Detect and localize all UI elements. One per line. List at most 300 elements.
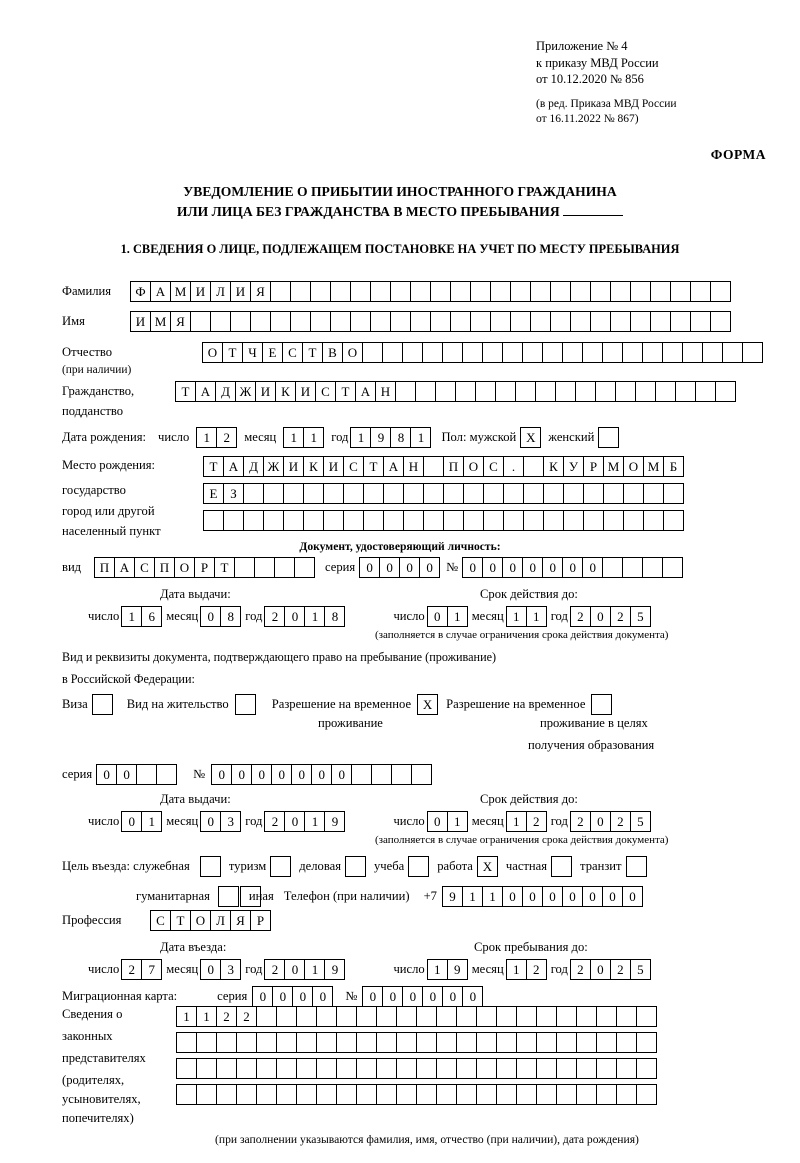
char-cell[interactable] [283,510,304,531]
birthplace-line-2-input[interactable] [203,483,684,504]
char-cell[interactable]: 7 [141,959,162,980]
char-cell[interactable]: О [342,342,363,363]
char-cell[interactable]: 0 [622,886,643,907]
char-cell[interactable] [356,1058,377,1079]
char-cell[interactable] [523,456,544,477]
permit-issue-day-input[interactable] [121,811,162,832]
edu-residence-checkbox[interactable] [591,694,612,715]
char-cell[interactable] [556,1084,577,1105]
char-cell[interactable] [296,1006,317,1027]
char-cell[interactable]: 0 [382,986,403,1007]
char-cell[interactable]: 1 [447,811,468,832]
char-cell[interactable] [623,483,644,504]
char-cell[interactable] [410,311,431,332]
char-cell[interactable]: Е [262,342,283,363]
char-cell[interactable]: 0 [562,557,583,578]
char-cell[interactable]: Ж [235,381,256,402]
char-cell[interactable] [570,281,591,302]
char-cell[interactable] [351,764,372,785]
char-cell[interactable]: О [202,342,223,363]
char-cell[interactable]: 0 [272,986,293,1007]
char-cell[interactable] [602,557,623,578]
char-cell[interactable] [376,1006,397,1027]
name-input[interactable] [130,311,731,332]
char-cell[interactable]: 1 [176,1006,197,1027]
char-cell[interactable]: 1 [303,427,324,448]
char-cell[interactable]: И [130,311,151,332]
char-cell[interactable] [296,1084,317,1105]
char-cell[interactable] [555,381,576,402]
char-cell[interactable] [556,1032,577,1053]
char-cell[interactable] [396,1058,417,1079]
char-cell[interactable] [323,483,344,504]
char-cell[interactable] [636,1058,657,1079]
char-cell[interactable] [596,1084,617,1105]
char-cell[interactable]: П [154,557,175,578]
char-cell[interactable]: Т [214,557,235,578]
char-cell[interactable]: 1 [196,1006,217,1027]
char-cell[interactable]: 3 [220,959,241,980]
char-cell[interactable] [616,1058,637,1079]
char-cell[interactable]: А [195,381,216,402]
entry-year-input[interactable] [264,959,345,980]
char-cell[interactable]: 1 [196,427,217,448]
char-cell[interactable] [336,1084,357,1105]
char-cell[interactable]: 2 [264,606,285,627]
char-cell[interactable]: 2 [610,811,631,832]
char-cell[interactable] [496,1058,517,1079]
char-cell[interactable] [616,1084,637,1105]
char-cell[interactable] [310,281,331,302]
char-cell[interactable] [203,510,224,531]
char-cell[interactable]: 5 [630,811,651,832]
purpose-work-checkbox[interactable]: X [477,856,498,877]
char-cell[interactable]: Е [203,483,224,504]
char-cell[interactable]: 9 [442,886,463,907]
char-cell[interactable]: 0 [502,557,523,578]
char-cell[interactable] [542,342,563,363]
char-cell[interactable]: 6 [141,606,162,627]
char-cell[interactable]: Т [363,456,384,477]
char-cell[interactable] [576,1084,597,1105]
char-cell[interactable]: 0 [582,886,603,907]
char-cell[interactable] [336,1058,357,1079]
char-cell[interactable] [602,342,623,363]
sex-male-checkbox[interactable]: X [520,427,541,448]
char-cell[interactable] [263,483,284,504]
stay-year-input[interactable] [570,959,651,980]
char-cell[interactable] [590,311,611,332]
char-cell[interactable] [270,311,291,332]
char-cell[interactable] [570,311,591,332]
char-cell[interactable] [363,510,384,531]
char-cell[interactable] [675,381,696,402]
char-cell[interactable]: 0 [200,811,221,832]
char-cell[interactable] [330,311,351,332]
purpose-tourism-checkbox[interactable] [270,856,291,877]
char-cell[interactable] [316,1032,337,1053]
iddoc-type-input[interactable] [94,557,315,578]
char-cell[interactable]: 0 [427,606,448,627]
char-cell[interactable] [470,311,491,332]
char-cell[interactable] [274,557,295,578]
char-cell[interactable] [254,557,275,578]
purpose-transit-checkbox[interactable] [626,856,647,877]
char-cell[interactable] [650,311,671,332]
char-cell[interactable] [376,1032,397,1053]
char-cell[interactable] [416,1084,437,1105]
char-cell[interactable] [236,1058,257,1079]
char-cell[interactable] [503,510,524,531]
char-cell[interactable] [176,1084,197,1105]
char-cell[interactable] [416,1006,437,1027]
char-cell[interactable] [503,483,524,504]
char-cell[interactable] [590,281,611,302]
char-cell[interactable] [383,510,404,531]
char-cell[interactable] [423,456,444,477]
char-cell[interactable] [476,1084,497,1105]
sex-female-checkbox[interactable] [598,427,619,448]
char-cell[interactable] [396,1084,417,1105]
char-cell[interactable]: 2 [570,959,591,980]
permit-issue-month-input[interactable] [200,811,241,832]
char-cell[interactable] [603,510,624,531]
char-cell[interactable] [663,510,684,531]
char-cell[interactable] [463,510,484,531]
char-cell[interactable]: И [230,281,251,302]
char-cell[interactable]: 0 [284,959,305,980]
purpose-study-checkbox[interactable] [408,856,429,877]
char-cell[interactable]: Ф [130,281,151,302]
char-cell[interactable]: Т [175,381,196,402]
char-cell[interactable] [582,342,603,363]
char-cell[interactable]: 1 [121,606,142,627]
char-cell[interactable] [343,510,364,531]
char-cell[interactable]: 2 [236,1006,257,1027]
char-cell[interactable]: 2 [570,606,591,627]
char-cell[interactable] [316,1084,337,1105]
char-cell[interactable] [622,342,643,363]
char-cell[interactable]: 0 [211,764,232,785]
char-cell[interactable] [350,311,371,332]
permit-valid-year-input[interactable] [570,811,651,832]
char-cell[interactable] [682,342,703,363]
char-cell[interactable] [476,1058,497,1079]
purpose-private-checkbox[interactable] [551,856,572,877]
residence-checkbox[interactable] [235,694,256,715]
char-cell[interactable] [303,483,324,504]
char-cell[interactable] [543,483,564,504]
char-cell[interactable] [216,1058,237,1079]
char-cell[interactable]: 1 [482,886,503,907]
char-cell[interactable] [630,281,651,302]
char-cell[interactable] [450,311,471,332]
id-issue-day-input[interactable] [121,606,162,627]
char-cell[interactable]: 0 [252,986,273,1007]
char-cell[interactable]: П [443,456,464,477]
char-cell[interactable]: О [190,910,211,931]
char-cell[interactable]: 0 [311,764,332,785]
char-cell[interactable] [343,483,364,504]
char-cell[interactable]: А [223,456,244,477]
char-cell[interactable]: А [150,281,171,302]
char-cell[interactable]: 1 [447,606,468,627]
temp-residence-checkbox[interactable]: X [417,694,438,715]
char-cell[interactable]: З [223,483,244,504]
char-cell[interactable] [391,764,412,785]
char-cell[interactable] [536,1032,557,1053]
char-cell[interactable] [383,483,404,504]
char-cell[interactable] [243,483,264,504]
char-cell[interactable] [516,1032,537,1053]
char-cell[interactable] [330,281,351,302]
char-cell[interactable] [543,510,564,531]
permit-issue-year-input[interactable] [264,811,345,832]
char-cell[interactable] [596,1058,617,1079]
char-cell[interactable] [536,1058,557,1079]
char-cell[interactable] [256,1006,277,1027]
char-cell[interactable] [655,381,676,402]
char-cell[interactable] [563,510,584,531]
char-cell[interactable] [234,557,255,578]
char-cell[interactable]: 0 [96,764,117,785]
char-cell[interactable] [496,1032,517,1053]
char-cell[interactable] [356,1084,377,1105]
char-cell[interactable] [402,342,423,363]
char-cell[interactable]: 2 [610,959,631,980]
char-cell[interactable] [430,311,451,332]
char-cell[interactable]: 9 [324,811,345,832]
purpose-official-checkbox[interactable] [200,856,221,877]
citizenship-input[interactable] [175,381,736,402]
char-cell[interactable] [635,381,656,402]
char-cell[interactable]: 0 [542,557,563,578]
char-cell[interactable] [363,483,384,504]
char-cell[interactable]: У [563,456,584,477]
stay-day-input[interactable] [427,959,468,980]
char-cell[interactable] [622,557,643,578]
char-cell[interactable] [670,281,691,302]
char-cell[interactable] [236,1084,257,1105]
char-cell[interactable] [530,311,551,332]
birthplace-line-3-input[interactable] [203,510,684,531]
char-cell[interactable]: К [543,456,564,477]
char-cell[interactable] [436,1006,457,1027]
char-cell[interactable] [583,510,604,531]
char-cell[interactable] [562,342,583,363]
char-cell[interactable] [510,311,531,332]
char-cell[interactable] [642,342,663,363]
char-cell[interactable]: 0 [200,959,221,980]
char-cell[interactable]: М [603,456,624,477]
char-cell[interactable] [662,342,683,363]
char-cell[interactable] [515,381,536,402]
char-cell[interactable]: 2 [570,811,591,832]
char-cell[interactable] [243,510,264,531]
char-cell[interactable]: 0 [362,986,383,1007]
id-valid-year-input[interactable] [570,606,651,627]
iddoc-series-input[interactable] [359,557,440,578]
char-cell[interactable]: Л [210,281,231,302]
char-cell[interactable] [496,1006,517,1027]
char-cell[interactable] [610,281,631,302]
char-cell[interactable] [476,1032,497,1053]
char-cell[interactable] [710,311,731,332]
char-cell[interactable]: М [150,311,171,332]
char-cell[interactable]: М [170,281,191,302]
char-cell[interactable] [536,1006,557,1027]
char-cell[interactable] [362,342,383,363]
char-cell[interactable] [550,281,571,302]
char-cell[interactable] [643,483,664,504]
char-cell[interactable]: В [322,342,343,363]
char-cell[interactable] [483,483,504,504]
char-cell[interactable] [742,342,763,363]
char-cell[interactable] [576,1006,597,1027]
legal-rep-line-1-input[interactable] [176,1006,657,1027]
char-cell[interactable]: 1 [304,959,325,980]
char-cell[interactable] [530,281,551,302]
char-cell[interactable]: 2 [264,811,285,832]
char-cell[interactable]: 0 [331,764,352,785]
char-cell[interactable]: Ч [242,342,263,363]
char-cell[interactable] [422,342,443,363]
char-cell[interactable] [196,1058,217,1079]
char-cell[interactable] [482,342,503,363]
char-cell[interactable] [176,1032,197,1053]
char-cell[interactable]: 0 [502,886,523,907]
char-cell[interactable] [510,281,531,302]
char-cell[interactable] [642,557,663,578]
char-cell[interactable]: 0 [200,606,221,627]
char-cell[interactable]: О [463,456,484,477]
char-cell[interactable] [416,1032,437,1053]
char-cell[interactable]: 2 [526,811,547,832]
char-cell[interactable] [336,1032,357,1053]
char-cell[interactable] [411,764,432,785]
char-cell[interactable] [576,1032,597,1053]
char-cell[interactable]: Р [250,910,271,931]
char-cell[interactable] [535,381,556,402]
char-cell[interactable] [603,483,624,504]
char-cell[interactable]: 0 [522,557,543,578]
char-cell[interactable]: Р [194,557,215,578]
char-cell[interactable]: С [134,557,155,578]
legal-rep-line-2-input[interactable] [176,1032,657,1053]
char-cell[interactable]: П [94,557,115,578]
char-cell[interactable]: 1 [350,427,371,448]
char-cell[interactable]: Н [375,381,396,402]
char-cell[interactable] [371,764,392,785]
char-cell[interactable]: 0 [291,764,312,785]
char-cell[interactable]: 0 [121,811,142,832]
char-cell[interactable] [382,342,403,363]
char-cell[interactable]: 0 [402,986,423,1007]
permit-valid-month-input[interactable] [506,811,547,832]
char-cell[interactable]: Т [222,342,243,363]
char-cell[interactable] [296,1032,317,1053]
char-cell[interactable] [636,1032,657,1053]
char-cell[interactable] [502,342,523,363]
phone-input[interactable] [442,886,643,907]
char-cell[interactable]: 1 [141,811,162,832]
char-cell[interactable] [443,510,464,531]
char-cell[interactable] [223,510,244,531]
char-cell[interactable] [476,1006,497,1027]
char-cell[interactable] [230,311,251,332]
char-cell[interactable] [236,1032,257,1053]
char-cell[interactable] [596,1006,617,1027]
char-cell[interactable]: 1 [506,811,527,832]
char-cell[interactable]: 0 [359,557,380,578]
char-cell[interactable] [350,281,371,302]
legal-rep-line-4-input[interactable] [176,1084,657,1105]
char-cell[interactable] [395,381,416,402]
char-cell[interactable] [423,483,444,504]
char-cell[interactable]: А [114,557,135,578]
char-cell[interactable] [390,281,411,302]
char-cell[interactable] [336,1006,357,1027]
char-cell[interactable]: И [323,456,344,477]
char-cell[interactable]: 9 [324,959,345,980]
char-cell[interactable]: 1 [304,811,325,832]
char-cell[interactable] [556,1006,577,1027]
purpose-other-checkbox[interactable] [240,886,261,907]
char-cell[interactable] [516,1084,537,1105]
char-cell[interactable] [276,1032,297,1053]
visa-checkbox[interactable] [92,694,113,715]
char-cell[interactable]: 0 [231,764,252,785]
char-cell[interactable] [436,1058,457,1079]
char-cell[interactable] [415,381,436,402]
char-cell[interactable]: 5 [630,606,651,627]
char-cell[interactable]: С [483,456,504,477]
char-cell[interactable]: Д [215,381,236,402]
char-cell[interactable]: 2 [216,1006,237,1027]
char-cell[interactable] [596,1032,617,1053]
char-cell[interactable] [556,1058,577,1079]
char-cell[interactable] [196,1032,217,1053]
char-cell[interactable] [216,1084,237,1105]
char-cell[interactable] [370,281,391,302]
char-cell[interactable] [616,1032,637,1053]
char-cell[interactable] [403,483,424,504]
char-cell[interactable]: Л [210,910,231,931]
char-cell[interactable] [250,311,271,332]
char-cell[interactable] [423,510,444,531]
char-cell[interactable] [456,1006,477,1027]
char-cell[interactable] [176,1058,197,1079]
birth-day-input[interactable] [196,427,237,448]
char-cell[interactable]: Я [230,910,251,931]
char-cell[interactable] [663,483,684,504]
permit-number-input[interactable] [211,764,432,785]
char-cell[interactable] [310,311,331,332]
char-cell[interactable]: 0 [292,986,313,1007]
char-cell[interactable]: С [343,456,364,477]
char-cell[interactable]: Я [170,311,191,332]
char-cell[interactable]: 1 [506,959,527,980]
char-cell[interactable] [256,1032,277,1053]
char-cell[interactable] [356,1032,377,1053]
char-cell[interactable] [615,381,636,402]
char-cell[interactable]: С [282,342,303,363]
char-cell[interactable] [294,557,315,578]
char-cell[interactable] [516,1006,537,1027]
char-cell[interactable] [376,1058,397,1079]
char-cell[interactable]: И [295,381,316,402]
char-cell[interactable] [495,381,516,402]
